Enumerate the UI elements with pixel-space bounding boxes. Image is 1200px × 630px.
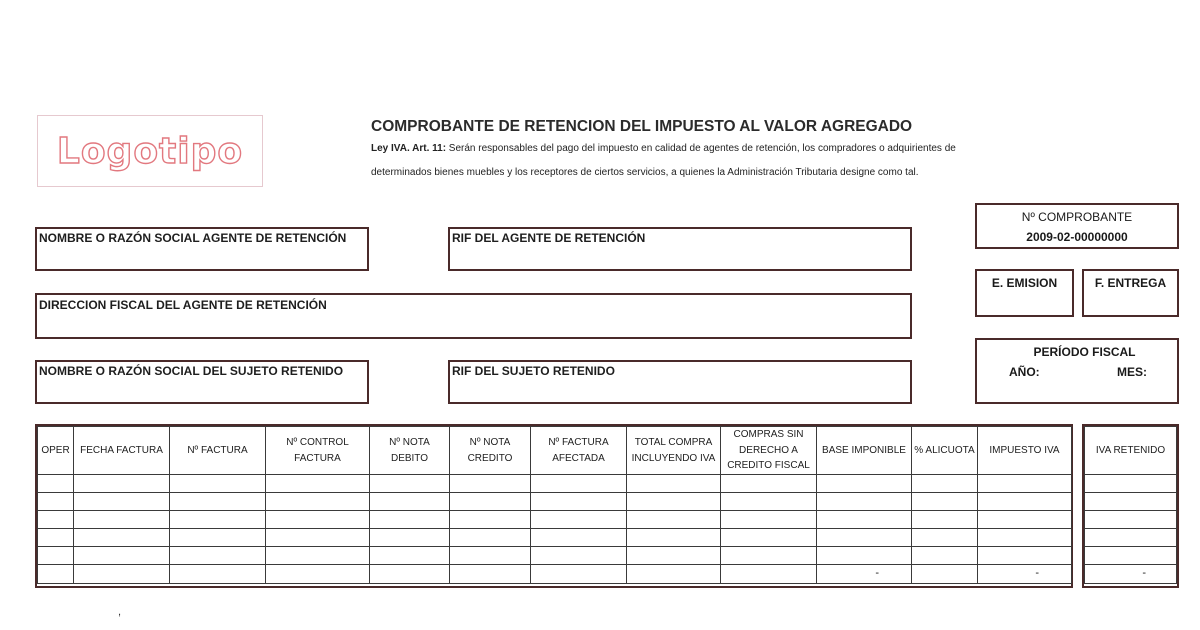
agent-name-label: NOMBRE O RAZÓN SOCIAL AGENTE DE RETENCIÓN (39, 231, 347, 245)
column-header: FECHA FACTURA (74, 427, 170, 475)
agent-rif-label: RIF DEL AGENTE DE RETENCIÓN (452, 231, 646, 245)
voucher-number-label: Nº COMPROBANTE (1021, 210, 1133, 224)
subject-name-field[interactable] (35, 360, 369, 404)
document-title: COMPROBANTE DE RETENCION DEL IMPUESTO AL VALOR AGREGADO (371, 118, 913, 135)
withholding-table-frame (35, 424, 1073, 588)
table-row[interactable] (38, 493, 1072, 511)
table-row[interactable] (1085, 547, 1177, 565)
column-header: Nº NOTA DEBITO (370, 427, 450, 475)
column-header: IVA RETENIDO (1085, 427, 1177, 475)
column-header: BASE IMPONIBLE (817, 427, 912, 475)
column-header: TOTAL COMPRA INCLUYENDO IVA (627, 427, 721, 475)
delivery-date-label: F. ENTREGA (1094, 276, 1167, 290)
column-header: COMPRAS SIN DERECHO A CREDITO FISCAL (721, 427, 817, 475)
table-row[interactable] (38, 475, 1072, 493)
total-iva-retenido: - (1085, 565, 1177, 584)
table-row[interactable] (1085, 529, 1177, 547)
retained-header-row (1085, 427, 1177, 475)
table-header-row (38, 427, 1072, 475)
table-row[interactable] (38, 529, 1072, 547)
law-text-line-2: determinados bienes muebles y los receptores de ciertos servicios, a quienes la Administración Tributaria designe como tal. (371, 167, 919, 178)
logo-placeholder (37, 115, 263, 187)
delivery-date-box[interactable] (1082, 269, 1179, 317)
agent-address-field[interactable] (35, 293, 912, 339)
table-row[interactable] (1085, 493, 1177, 511)
subject-rif-label: RIF DEL SUJETO RETENIDO (452, 364, 615, 378)
logo-text: Logotipo (56, 130, 244, 172)
subject-name-label: NOMBRE O RAZÓN SOCIAL DEL SUJETO RETENIDO (39, 364, 344, 378)
voucher-number-box[interactable] (975, 203, 1179, 249)
agent-name-field[interactable] (35, 227, 369, 271)
table-row[interactable] (1085, 475, 1177, 493)
totals-row (1085, 565, 1177, 584)
column-header: IMPUESTO IVA (978, 427, 1072, 475)
total-impuesto-iva: - (978, 565, 1072, 584)
withholding-table (37, 426, 1072, 584)
year-label: AÑO: (1009, 365, 1040, 379)
retained-iva-frame (1082, 424, 1179, 588)
law-reference: Ley IVA. Art. 11: (371, 143, 447, 154)
retained-iva-table (1084, 426, 1177, 584)
column-header: Nº FACTURA (170, 427, 266, 475)
law-text-line-1 (371, 143, 956, 154)
table-row[interactable] (1085, 511, 1177, 529)
table-row[interactable] (38, 511, 1072, 529)
fiscal-period-label: PERÍODO FISCAL (1033, 345, 1136, 359)
agent-rif-field[interactable] (448, 227, 912, 271)
month-label: MES: (1117, 365, 1147, 379)
emission-date-box[interactable] (975, 269, 1074, 317)
column-header: % ALICUOTA (912, 427, 978, 475)
emission-date-label: E. EMISION (991, 276, 1058, 290)
stray-mark: , (118, 606, 122, 618)
voucher-number-value: 2009-02-00000000 (1026, 230, 1128, 244)
agent-address-label: DIRECCION FISCAL DEL AGENTE DE RETENCIÓN (39, 298, 327, 312)
table-row[interactable] (38, 547, 1072, 565)
fiscal-period-box[interactable] (975, 338, 1179, 404)
column-header: OPER (38, 427, 74, 475)
total-base-imponible: - (817, 565, 912, 584)
column-header: Nº FACTURA AFECTADA (531, 427, 627, 475)
column-header: Nº NOTA CREDITO (450, 427, 531, 475)
law-text-1: Serán responsables del pago del impuesto en calidad de agentes de retención, los compradores o adquirientes de (446, 143, 956, 154)
subject-rif-field[interactable] (448, 360, 912, 404)
totals-row (38, 565, 1072, 584)
column-header: Nº CONTROL FACTURA (266, 427, 370, 475)
